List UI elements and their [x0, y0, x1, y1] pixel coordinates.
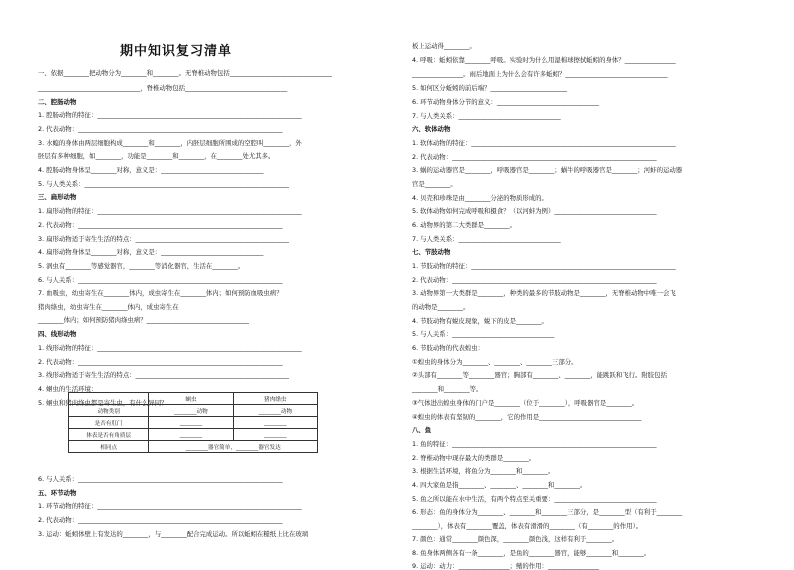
section-heading: 三、扁形动物	[38, 193, 77, 201]
text-line: 2. 代表动物：________________________________________________________________	[412, 276, 657, 284]
text-line: 6. 与人关系：________________________________________________________________	[38, 276, 283, 284]
text-line: 4. 腔肠动物身体呈________对称，意义是：________________________________	[38, 166, 264, 174]
text-line: 4. 扁形动物身体呈________对称，意义是：________________________________	[38, 248, 264, 256]
text-line: 一、依据________把动物分为________和________。无脊椎动物包括________________________________	[38, 69, 332, 77]
text-line: 6. 与人关系：________________________________________________________________	[38, 475, 283, 483]
table-row	[69, 417, 318, 429]
text-line: ________体内；如何预防猪肉绦虫病？________________________________	[38, 316, 249, 324]
table-cell: 是否有肛门	[69, 417, 149, 429]
text-line: ________），体表有________覆盖，体表有滑滑的________（有________的作用）。	[412, 522, 643, 530]
page-title: 期中知识复习清单	[120, 44, 233, 59]
text-line: 3. 线形动物适于寄生生活的特点：________________________________________________	[38, 371, 289, 379]
table-cell: 体表是否有角质层	[69, 429, 149, 441]
section-heading: 五、环节动物	[38, 489, 77, 497]
table-cell: 动物类别	[69, 405, 149, 417]
text-line: 官是________。	[412, 180, 457, 188]
text-line: 猪肉绦虫，幼虫寄生在________体内，成虫寄生在	[38, 303, 179, 311]
text-line: 7. 与人类关系：________________________________	[412, 235, 561, 243]
text-line: 9. 运动：动力：________________；鳍的作用：________________	[412, 562, 600, 570]
text-line: 5. 涡虫有________等感觉器官，________等消化器官，生活在________。	[38, 262, 245, 270]
table-cell: ________	[149, 429, 233, 441]
text-line: 5. 蛔虫和猪肉绦虫都是寄生虫，有什么异同？	[38, 399, 168, 407]
text-line: 3. 扁形动物适于寄生生活的特点：________________________________________________	[38, 235, 289, 243]
table-header-cell: 蛔虫	[149, 393, 233, 405]
table-header-row	[69, 393, 318, 405]
text-line: 6. 环节动物身体分节的意义：________________________________	[412, 98, 600, 106]
text-line: 3. 运动：蚯蚓体壁上有发达的________，与________配合完成运动。所以蚯蚓在糙纸上比在玻璃	[38, 530, 309, 538]
table-cell: ________动物	[233, 405, 317, 417]
text-line: 的动物是________。	[412, 303, 470, 311]
table-cell: ________	[233, 429, 317, 441]
text-line: 4. 呼吸：蚯蚓依靠________呼吸。实验时为什么用湿棉球擦拭蚯蚓的身体？________________	[412, 56, 676, 64]
text-line: ③气体进出蝗虫身体的门户是________（位于________），呼吸器官是________。	[412, 399, 639, 407]
text-line: 1. 鱼的特征：________________________________________________________________	[412, 440, 657, 448]
text-line: 4. 蛔虫的生活环境：________________________________	[38, 385, 200, 393]
text-line: 8. 鱼身体两侧各有一条________，是鱼的________器官，能够________和________。	[412, 549, 651, 557]
table-cell: 相同点	[69, 441, 149, 453]
text-line: 7. 与人类关系：________________________________	[412, 112, 561, 120]
text-line: 1. 腔肠动物的特征：________________________________________________________________	[38, 111, 302, 119]
text-line: 4. 四大家鱼是指________、________、________和________。	[412, 481, 587, 489]
text-line: ________和________等。	[412, 385, 483, 393]
text-line: 6. 动物界的第二大类群是________。	[412, 221, 516, 229]
text-line: 5. 如何区分蚯蚓的前后端？________________________	[412, 84, 568, 92]
section-heading: 六、软体动物	[412, 125, 451, 133]
table-cell: ________	[233, 417, 317, 429]
text-line: 5. 与人类关系：________________________________________________________________	[38, 180, 289, 188]
text-line: 2. 代表动物：________________________________________________________________	[38, 221, 283, 229]
text-line: 2. 代表动物：________________________________________________________________	[38, 358, 283, 366]
comparison-table	[68, 392, 318, 453]
text-line: 3. 蜗的运动器官是________，呼吸器官是________；蜗牛的呼吸器官是________；河蚌的运动器	[412, 166, 683, 174]
text-line: 1. 扁形动物的特征：________________________________________________________________	[38, 207, 302, 215]
table-cell: ________动物	[149, 405, 233, 417]
table-row	[69, 405, 318, 417]
text-line: 板上运动得________。	[412, 42, 476, 50]
text-line: 2. 脊椎动物中现存最大的类群是________。	[412, 454, 536, 462]
text-line: 3. 水螅的身体由两层细胞构成________和________，内胚层细胞所围成的空腔叫________，外	[38, 139, 302, 147]
text-line: 7. 颜色：通常________颜色深，________颜色浅，这样有利于________。	[412, 535, 619, 543]
section-heading: 四、线形动物	[38, 330, 77, 338]
text-line: 2. 代表动物：________________________________________________________________	[38, 125, 283, 133]
text-line: 4. 贝壳和珍珠是由________分泌的物质形成的。	[412, 194, 548, 202]
text-line: 5. 鱼之所以能在水中生活，有两个特点至关重要：________________________________	[412, 495, 657, 503]
text-line: 1. 线形动物的特征：________________________________________________________________	[38, 344, 302, 352]
text-line: 3. 根据生活环境，将鱼分为________和________。	[412, 467, 555, 475]
text-line: ________________。雨后地面上为什么会有许多蚯蚓？________________________________	[412, 70, 668, 78]
table-row	[69, 441, 318, 453]
text-line: 6. 节肢动物的代表蝗虫：	[412, 344, 485, 352]
text-line: 6. 形态：鱼的身体分为________、________和________三部分，是________型（有利于________	[412, 508, 683, 516]
text-line: 1. 环节动物的特征：________________________________________________________________	[38, 502, 302, 510]
table-row	[69, 429, 318, 441]
table-cell: ________器官简单，________器官发达	[149, 441, 318, 453]
text-line: ②头部有________等________器官；胸部有________、________，能跳跃和飞行。附肢包括	[412, 371, 667, 379]
text-line: 3. 动物界第一大类群是________，种类的最多的节肢动物是________，无脊椎动物中唯一会飞	[412, 289, 676, 297]
text-line: ①蝗虫的身体分为________、________、________三部分。	[412, 358, 578, 366]
text-line: 胚层有多种细胞，如________，功能是________和________，在________处尤其多。	[38, 152, 275, 160]
table-header-cell: 猪肉绦虫	[233, 393, 317, 405]
section-heading: 七、节肢动物	[412, 248, 451, 256]
text-line: ________________________________，脊椎动物包括________________________________	[38, 84, 288, 92]
table-header-cell	[69, 393, 149, 405]
text-line: 1. 软体动物的特征：________________________________________________________________	[412, 139, 676, 147]
text-line: 1. 节肢动物的特征：________________________________________________________________	[412, 262, 676, 270]
text-line: 4. 节肢动物有蜕皮现象，蜕下的皮是________。	[412, 317, 548, 325]
text-line: 7. 血吸虫，幼虫寄生在________体内，成虫寄生在________体内；如何预防血吸虫病？	[38, 289, 283, 297]
section-heading: 八、鱼	[412, 426, 432, 434]
text-line: 2. 代表动物：________________________________________________________________	[412, 153, 657, 161]
text-line: ④蝗虫的体表有坚韧的________，它的作用是________________________________	[412, 413, 642, 421]
section-heading: 二、腔肠动物	[38, 98, 77, 106]
text-line: 5. 软体动物如何完成呼吸和摄食？（以河蚌为例）________________________________	[412, 207, 657, 215]
table-cell: ________	[149, 417, 233, 429]
text-line: 5. 与人关系：________________________________	[412, 330, 555, 338]
text-line: 2. 代表动物：________________________________________________________________	[38, 516, 283, 524]
